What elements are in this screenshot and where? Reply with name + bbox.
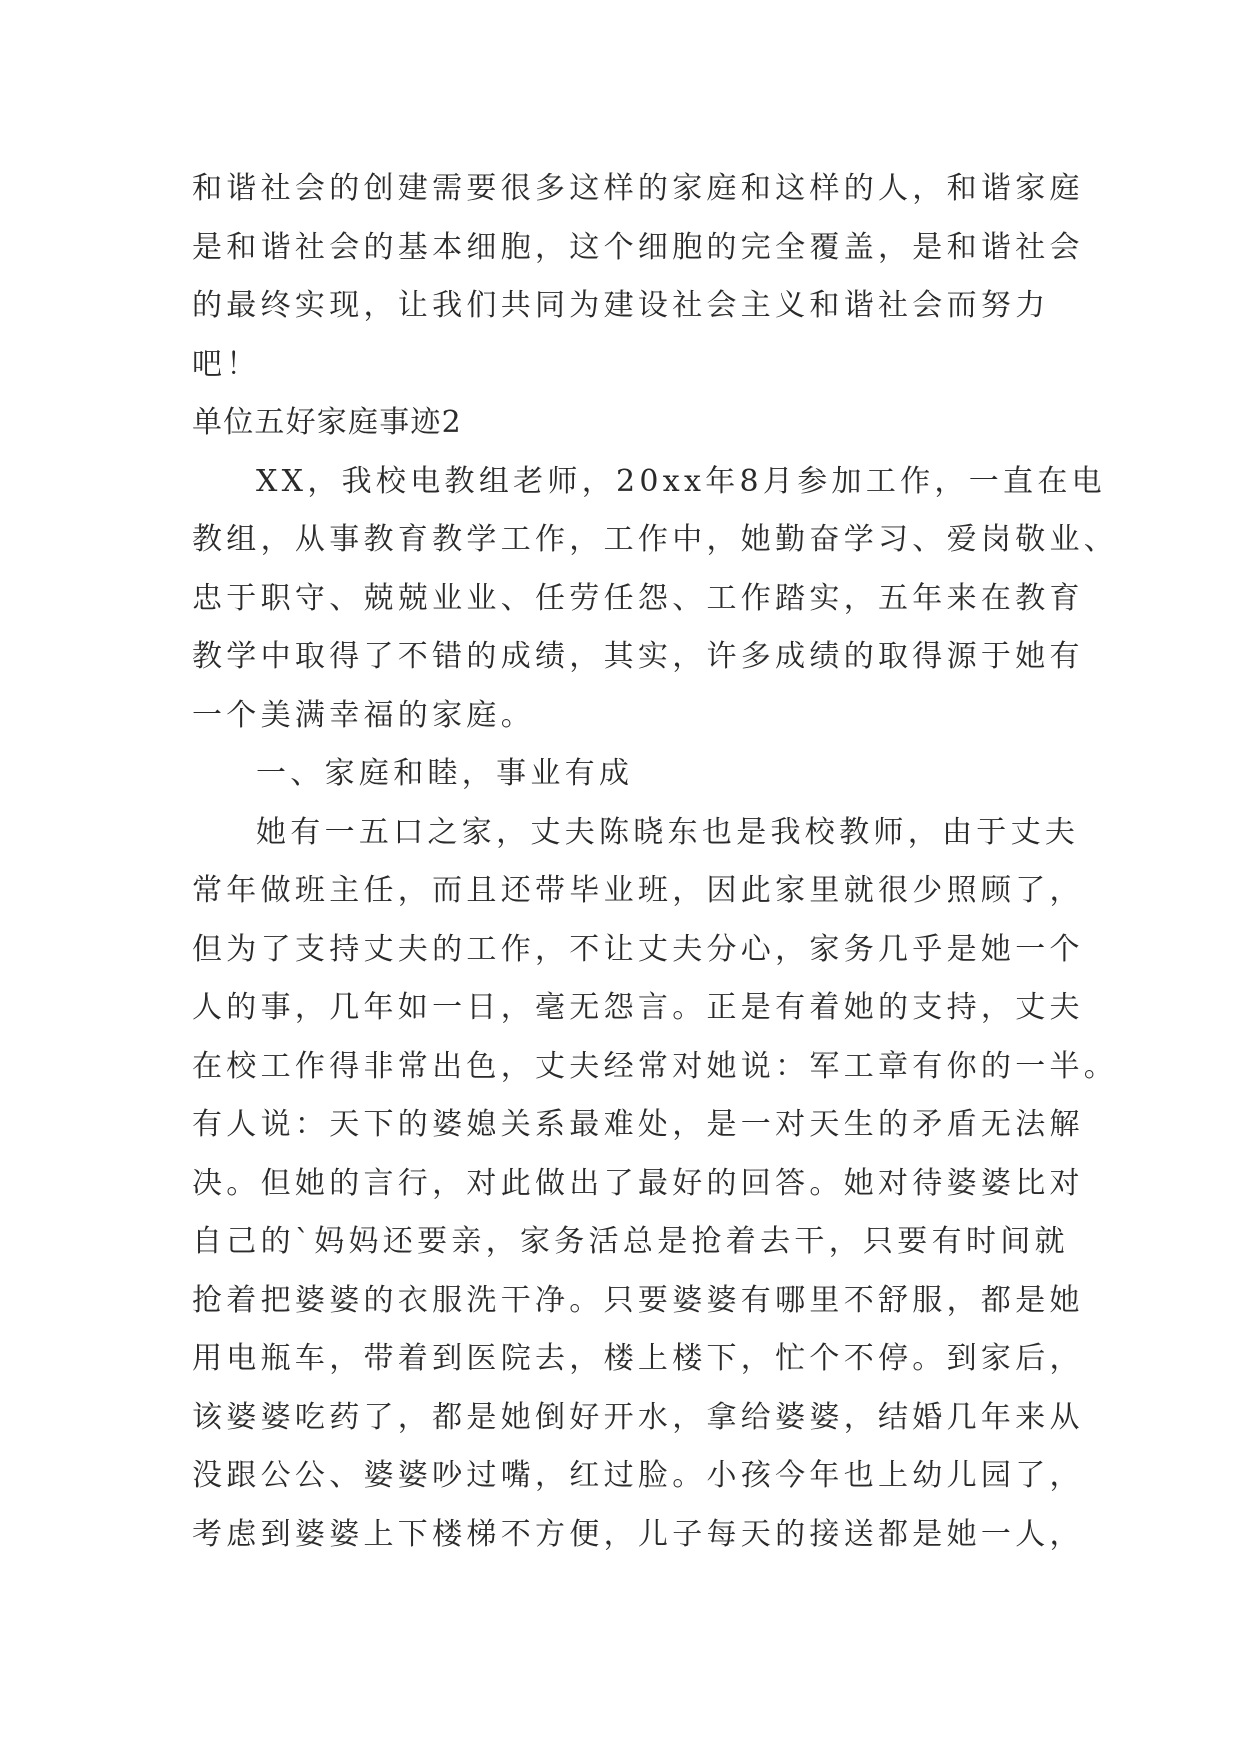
body-line: 一个美满幸福的家庭。	[192, 697, 535, 733]
body-line: 有人说：天下的婆媳关系最难处，是一对天生的矛盾无法解	[192, 1107, 1084, 1142]
body-line: 该婆婆吃药了，都是她倒好开水，拿给婆婆，结婚几年来从	[192, 1399, 1084, 1435]
body-line: 决。但她的言行，对此做出了最好的回答。她对待婆婆比对	[192, 1165, 1084, 1201]
document-body	[192, 160, 1119, 1564]
body-line: 常年做班主任，而且还带毕业班，因此家里就很少照顾了，	[192, 873, 1084, 908]
body-line: 忠于职守、兢兢业业、任劳任怨、工作踏实，五年来在教育	[192, 580, 1084, 616]
body-line: 教学中取得了不错的成绩，其实，许多成绩的取得源于她有	[192, 639, 1084, 674]
body-line: 抢着把婆婆的衣服洗干净。只要婆婆有哪里不舒服，都是她	[192, 1282, 1084, 1318]
body-line: 吧！	[192, 346, 261, 382]
body-line: 用电瓶车，带着到医院去，楼上楼下，忙个不停。到家后，	[192, 1341, 1084, 1376]
body-line: 考虑到婆婆上下楼梯不方便，儿子每天的接送都是她一人，	[192, 1516, 1084, 1552]
body-line: 没跟公公、婆婆吵过嘴，红过脸。小孩今年也上幼儿园了，	[192, 1458, 1084, 1493]
body-line: 和谐社会的创建需要很多这样的家庭和这样的人，和谐家庭	[192, 171, 1084, 206]
body-line: 自己的`妈妈还要亲，家务活总是抢着去干，只要有时间就	[192, 1224, 1069, 1259]
body-line: 的最终实现，让我们共同为建设社会主义和谐社会而努力	[192, 288, 1050, 323]
paragraph-first-line: 她有一五口之家，丈夫陈晓东也是我校教师，由于丈夫	[256, 814, 1080, 850]
body-line: 是和谐社会的基本细胞，这个细胞的完全覆盖，是和谐社会	[192, 229, 1084, 265]
body-line: 教组，从事教育教学工作，工作中，她勤奋学习、爱岗敬业、	[192, 522, 1119, 557]
body-line: 人的事，几年如一日，毫无怨言。正是有着她的支持，丈夫	[192, 990, 1084, 1025]
subheading: 一、家庭和睦，事业有成	[256, 756, 634, 791]
body-line: 但为了支持丈夫的工作，不让丈夫分心，家务几乎是她一个	[192, 931, 1084, 967]
body-line: 在校工作得非常出色，丈夫经常对她说：军工章有你的一半。	[192, 1048, 1119, 1084]
section-title: 单位五好家庭事迹2	[192, 405, 462, 440]
paragraph-first-line: XX，我校电教组老师，20xx年8月参加工作，一直在电	[256, 463, 1106, 499]
